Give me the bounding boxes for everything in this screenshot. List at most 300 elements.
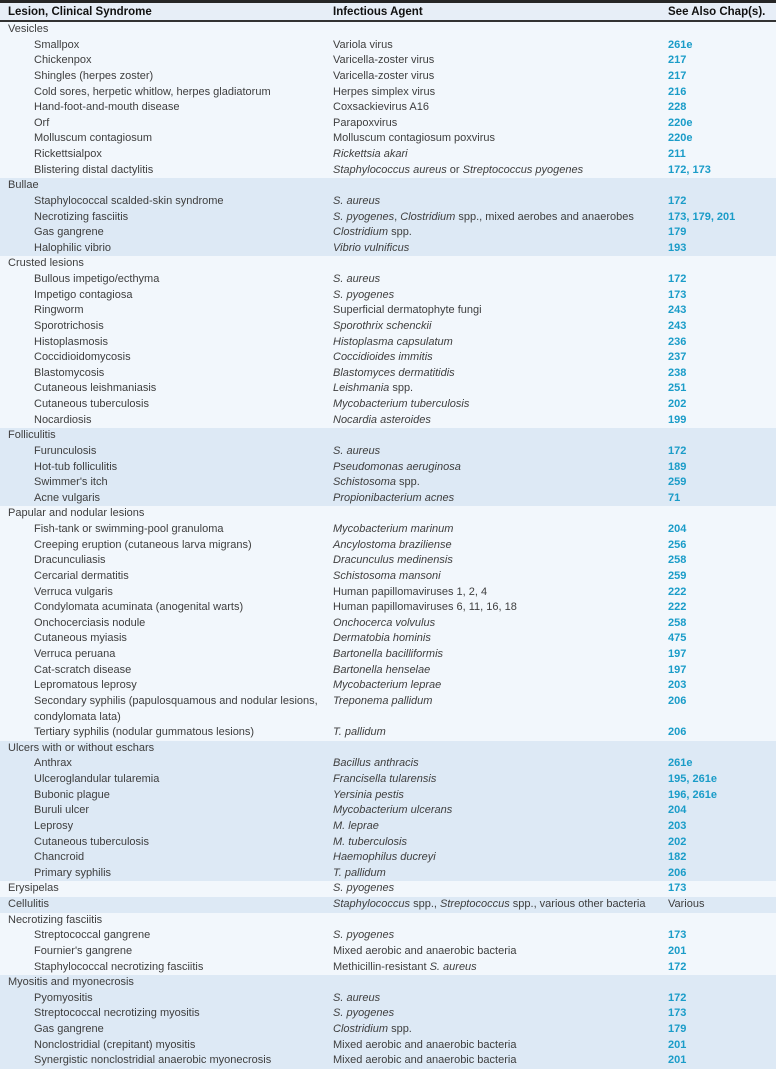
chapter-cell bbox=[668, 866, 776, 882]
agent-name-segment: M. leprae bbox=[333, 819, 379, 832]
chapter-ref-link[interactable]: 206 bbox=[668, 866, 687, 879]
table-row bbox=[0, 1053, 776, 1069]
chapter-cell bbox=[668, 835, 776, 851]
chapter-ref-link[interactable]: 197 bbox=[668, 663, 687, 676]
table-row bbox=[0, 163, 776, 179]
lesion-cell: Staphylococcal necrotizing fasciitis bbox=[34, 960, 204, 973]
agent-cell bbox=[333, 288, 668, 304]
agent-name-segment: Mycobacterium leprae bbox=[333, 679, 442, 692]
chapter-cell bbox=[668, 131, 776, 147]
lesion-cell: Primary syphilis bbox=[34, 866, 112, 879]
chapter-cell bbox=[668, 553, 776, 569]
agent-name-segment: Onchocerca volvulus bbox=[333, 616, 436, 629]
agent-cell bbox=[333, 928, 668, 944]
lesion-cell: Rickettsialpox bbox=[34, 148, 102, 160]
table-row bbox=[0, 866, 776, 882]
chapter-ref-link[interactable]: 173 bbox=[668, 929, 687, 942]
chapter-cell bbox=[668, 350, 776, 366]
chapter-ref-link[interactable]: 222 bbox=[668, 601, 687, 614]
chapter-ref-link[interactable]: 179 bbox=[668, 226, 687, 239]
chapter-cell bbox=[668, 881, 776, 897]
lesion-cell: Bubonic plague bbox=[34, 788, 110, 801]
agent-cell bbox=[333, 475, 668, 491]
chapter-ref-link[interactable]: 173 bbox=[668, 882, 687, 895]
chapter-ref-link[interactable]: 475 bbox=[668, 632, 687, 645]
chapter-ref-link[interactable]: 216 bbox=[668, 85, 687, 98]
lesion-cell: Synergistic nonclostridial anaerobic myonecrosis bbox=[34, 1054, 272, 1067]
chapter-ref-link[interactable]: 172 bbox=[668, 960, 687, 973]
lesion-cell: Impetigo contagiosa bbox=[34, 288, 133, 301]
table-row bbox=[0, 1006, 776, 1022]
agent-cell bbox=[333, 22, 668, 38]
agent-cell bbox=[333, 69, 668, 85]
chapter-ref-link[interactable]: 204 bbox=[668, 523, 687, 535]
agent-cell bbox=[333, 210, 668, 226]
agent-cell bbox=[333, 741, 668, 757]
section-header-row bbox=[0, 428, 776, 444]
table-row bbox=[0, 444, 776, 460]
lesion-cell: Onchocerciasis nodule bbox=[34, 616, 146, 629]
agent-name-segment: Bacillus anthracis bbox=[333, 757, 419, 770]
agent-name-segment: S. pyogenes bbox=[333, 929, 395, 942]
agent-cell bbox=[333, 131, 668, 147]
lesion-cell: Creeping eruption (cutaneous larva migrans) bbox=[34, 538, 252, 551]
agent-cell bbox=[333, 975, 668, 991]
chapter-cell bbox=[668, 600, 776, 616]
chapter-ref-link[interactable]: 220e bbox=[668, 116, 693, 129]
table-row bbox=[0, 225, 776, 241]
chapter-cell bbox=[668, 850, 776, 866]
agent-name-segment: Blastomyces dermatitidis bbox=[333, 366, 455, 379]
agent-name-segment: or bbox=[446, 163, 463, 176]
chapter-cell bbox=[668, 491, 776, 507]
agent-cell bbox=[333, 194, 668, 210]
chapter-cell bbox=[668, 803, 776, 819]
lesion-cell: Hot-tub folliculitis bbox=[34, 460, 118, 473]
agent-name-segment: Streptococcus pyogenes bbox=[462, 163, 584, 176]
agent-cell bbox=[333, 163, 668, 179]
agent-cell bbox=[333, 366, 668, 382]
agent-cell bbox=[333, 522, 668, 538]
lesion-cell: Verruca peruana bbox=[34, 648, 116, 660]
table-row bbox=[0, 288, 776, 304]
agent-name-segment: S. aureus bbox=[333, 273, 381, 285]
lesion-cell: Verruca vulgaris bbox=[34, 585, 113, 598]
chapter-ref-link[interactable]: 193 bbox=[668, 241, 687, 254]
chapter-ref-link[interactable]: 243 bbox=[668, 319, 687, 332]
chapter-ref-link[interactable]: 179 bbox=[668, 1023, 687, 1035]
lesion-cell: Fournier's gangrene bbox=[34, 944, 133, 957]
lesion-cell: Smallpox bbox=[34, 38, 80, 51]
agent-cell bbox=[333, 1038, 668, 1054]
table-section bbox=[0, 881, 776, 897]
table-row bbox=[0, 210, 776, 226]
chapter-ref-link[interactable]: 202 bbox=[668, 398, 687, 410]
table-row bbox=[0, 53, 776, 69]
agent-cell bbox=[333, 991, 668, 1007]
agent-name-segment: Varicella-zoster virus bbox=[333, 69, 435, 82]
lesion-cell: Pyomyositis bbox=[34, 991, 93, 1004]
table-row bbox=[0, 522, 776, 538]
table-row bbox=[0, 928, 776, 944]
chapter-cell bbox=[668, 225, 776, 241]
chapter-ref-link[interactable]: 172, 173 bbox=[668, 163, 711, 176]
agent-name-segment: Clostridium bbox=[333, 1023, 389, 1035]
lesion-cell: Lepromatous leprosy bbox=[34, 679, 137, 692]
chapter-cell bbox=[668, 366, 776, 382]
chapter-ref-link[interactable]: 243 bbox=[668, 304, 687, 317]
chapter-ref-link[interactable]: 201 bbox=[668, 944, 687, 957]
chapter-ref-link[interactable]: 256 bbox=[668, 538, 687, 551]
agent-name-segment: Human papillomaviruses 6, 11, 16, 18 bbox=[333, 601, 517, 614]
agent-name-segment: Dermatobia hominis bbox=[333, 632, 431, 645]
chapter-ref-link[interactable]: 217 bbox=[668, 69, 687, 82]
lesion-cell: Furunculosis bbox=[34, 444, 97, 457]
lesion-cell: Necrotizing fasciitis bbox=[34, 210, 129, 223]
agent-name-segment: Human papillomaviruses 1, 2, 4 bbox=[333, 585, 488, 598]
table-row bbox=[0, 772, 776, 788]
lesion-cell: Condylomata acuminata (anogenital warts) bbox=[34, 601, 244, 614]
chapter-ref-link[interactable]: 217 bbox=[668, 54, 687, 67]
agent-name-segment: spp. bbox=[395, 476, 420, 489]
chapter-cell bbox=[668, 85, 776, 101]
section-title: Papular and nodular lesions bbox=[8, 507, 145, 520]
table-row bbox=[0, 553, 776, 569]
chapter-text: Various bbox=[668, 898, 705, 910]
agent-cell bbox=[333, 569, 668, 585]
table-row bbox=[0, 600, 776, 616]
lesion-cell: Gas gangrene bbox=[34, 226, 104, 239]
chapter-cell bbox=[668, 788, 776, 804]
agent-name-segment: Mycobacterium marinum bbox=[333, 523, 454, 535]
chapter-ref-link[interactable]: 204 bbox=[668, 804, 687, 817]
chapter-ref-link[interactable]: 203 bbox=[668, 819, 687, 832]
table-section bbox=[0, 22, 776, 178]
lesion-cell: Molluscum contagiosum bbox=[34, 132, 152, 145]
chapter-ref-link[interactable]: 259 bbox=[668, 476, 687, 489]
table-row bbox=[0, 366, 776, 382]
table-section bbox=[0, 178, 776, 256]
table-body bbox=[0, 22, 776, 1069]
chapter-cell bbox=[668, 1053, 776, 1069]
chapter-ref-link[interactable]: 237 bbox=[668, 351, 687, 364]
chapter-cell bbox=[668, 303, 776, 319]
lesion-cell: Fish-tank or swimming-pool granuloma bbox=[34, 523, 224, 535]
agent-name-segment: Clostridium bbox=[400, 210, 456, 223]
table-row bbox=[0, 381, 776, 397]
agent-cell bbox=[333, 881, 668, 897]
agent-name-segment: spp., mixed aerobes and anaerobes bbox=[455, 210, 634, 223]
agent-name-segment: Treponema pallidum bbox=[333, 694, 433, 707]
agent-name-segment: spp. bbox=[388, 1023, 412, 1035]
lesion-cell: Swimmer's itch bbox=[34, 476, 108, 489]
chapter-cell bbox=[668, 22, 776, 38]
agent-name-segment: Staphylococcus aureus bbox=[333, 163, 447, 176]
chapter-ref-link[interactable]: 196, 261e bbox=[668, 788, 717, 801]
chapter-ref-link[interactable]: 173 bbox=[668, 288, 687, 301]
agent-cell bbox=[333, 616, 668, 632]
chapter-ref-link[interactable]: 211 bbox=[668, 148, 686, 160]
agent-name-segment: spp. bbox=[389, 382, 414, 395]
section-header-row bbox=[0, 897, 776, 913]
agent-cell bbox=[333, 319, 668, 335]
lesion-cell: Shingles (herpes zoster) bbox=[34, 69, 154, 82]
chapter-cell bbox=[668, 460, 776, 476]
chapter-cell bbox=[668, 335, 776, 351]
agent-name-segment: Mixed aerobic and anaerobic bacteria bbox=[333, 1054, 517, 1067]
table-row bbox=[0, 460, 776, 476]
section-header-row bbox=[0, 741, 776, 757]
agent-cell bbox=[333, 725, 668, 741]
agent-name-segment: spp. bbox=[388, 226, 412, 239]
agent-cell bbox=[333, 381, 668, 397]
table-row bbox=[0, 241, 776, 257]
section-header-row bbox=[0, 913, 776, 929]
chapter-cell bbox=[668, 38, 776, 54]
chapter-ref-link[interactable]: 172 bbox=[668, 273, 687, 285]
agent-name-segment: S. aureus bbox=[333, 991, 381, 1004]
chapter-ref-link[interactable]: 261e bbox=[668, 38, 693, 51]
chapter-ref-link[interactable]: 172 bbox=[668, 444, 687, 457]
table-row bbox=[0, 835, 776, 851]
chapter-cell bbox=[668, 897, 776, 913]
chapter-cell bbox=[668, 397, 776, 413]
table-row bbox=[0, 631, 776, 647]
agent-name-segment: Ancylostoma braziliense bbox=[333, 538, 452, 551]
table-row bbox=[0, 803, 776, 819]
agent-name-segment: Streptococcus bbox=[440, 898, 510, 910]
table-row bbox=[0, 413, 776, 429]
agent-cell bbox=[333, 756, 668, 772]
lesion-cell: Streptococcal gangrene bbox=[34, 929, 151, 942]
table-header-row bbox=[0, 3, 776, 22]
chapter-cell bbox=[668, 772, 776, 788]
chapter-ref-link[interactable]: 206 bbox=[668, 726, 687, 739]
chapter-ref-link[interactable]: 261e bbox=[668, 757, 693, 770]
section-header-row bbox=[0, 178, 776, 194]
lesion-cell: Cutaneous tuberculosis bbox=[34, 398, 149, 410]
lesion-cell: Secondary syphilis (papulosquamous and nodular lesions, condylomata lata) bbox=[34, 694, 318, 723]
agent-name-segment: Haemophilus ducreyi bbox=[333, 851, 436, 864]
chapter-cell bbox=[668, 756, 776, 772]
agent-name-segment: Vibrio vulnificus bbox=[333, 241, 410, 254]
chapter-ref-link[interactable]: 222 bbox=[668, 585, 687, 598]
agent-cell bbox=[333, 600, 668, 616]
column-header-lesion: Lesion, Clinical Syndrome bbox=[8, 6, 152, 18]
agent-cell bbox=[333, 100, 668, 116]
chapter-cell bbox=[668, 241, 776, 257]
table-row bbox=[0, 850, 776, 866]
chapter-ref-link[interactable]: 258 bbox=[668, 616, 687, 629]
table-row bbox=[0, 397, 776, 413]
section-header-row bbox=[0, 256, 776, 272]
table-row bbox=[0, 944, 776, 960]
agent-name-segment: Bartonella henselae bbox=[333, 663, 431, 676]
table-row bbox=[0, 147, 776, 163]
agent-cell bbox=[333, 913, 668, 929]
lesion-cell: Nocardiosis bbox=[34, 413, 92, 426]
table-row bbox=[0, 100, 776, 116]
chapter-ref-link[interactable]: 220e bbox=[668, 132, 693, 145]
chapter-cell bbox=[668, 741, 776, 757]
chapter-ref-link[interactable]: 172 bbox=[668, 991, 687, 1004]
chapter-ref-link[interactable]: 182 bbox=[668, 851, 687, 864]
chapter-cell bbox=[668, 944, 776, 960]
table-row bbox=[0, 725, 776, 741]
lesion-cell: Bullous impetigo/ecthyma bbox=[34, 273, 160, 285]
agent-cell bbox=[333, 225, 668, 241]
table-row bbox=[0, 272, 776, 288]
chapter-ref-link[interactable]: 203 bbox=[668, 679, 687, 692]
agent-cell bbox=[333, 866, 668, 882]
agent-cell bbox=[333, 788, 668, 804]
chapter-cell bbox=[668, 538, 776, 554]
lesion-cell: Hand-foot-and-mouth disease bbox=[34, 101, 180, 114]
lesion-cell: Acne vulgaris bbox=[34, 491, 101, 504]
chapter-cell bbox=[668, 428, 776, 444]
agent-name-segment: spp., various other bacteria bbox=[509, 898, 646, 910]
chapter-cell bbox=[668, 210, 776, 226]
lesion-cell: Cutaneous myiasis bbox=[34, 632, 127, 645]
chapter-cell bbox=[668, 694, 776, 725]
agent-name-segment: Mycobacterium ulcerans bbox=[333, 804, 453, 817]
agent-name-segment: Parapoxvirus bbox=[333, 116, 398, 129]
chapter-ref-link[interactable]: 251 bbox=[668, 382, 687, 395]
agent-name-segment: S. pyogenes bbox=[333, 288, 395, 301]
agent-cell bbox=[333, 1022, 668, 1038]
lesion-cell: Blastomycosis bbox=[34, 366, 105, 379]
table-section bbox=[0, 913, 776, 976]
agent-cell bbox=[333, 803, 668, 819]
lesion-cell: Cold sores, herpetic whitlow, herpes gladiatorum bbox=[34, 85, 271, 98]
chapter-ref-link[interactable]: 173 bbox=[668, 1007, 687, 1020]
chapter-cell bbox=[668, 725, 776, 741]
chapter-ref-link[interactable]: 259 bbox=[668, 569, 687, 582]
agent-name-segment: Yersinia pestis bbox=[333, 788, 404, 801]
agent-cell bbox=[333, 1006, 668, 1022]
table-row bbox=[0, 678, 776, 694]
chapter-ref-link[interactable]: 173, 179, 201 bbox=[668, 210, 736, 223]
chapter-ref-link[interactable]: 206 bbox=[668, 694, 687, 707]
section-title: Folliculitis bbox=[8, 429, 56, 442]
chapter-ref-link[interactable]: 71 bbox=[668, 491, 681, 504]
lesion-cell: Halophilic vibrio bbox=[34, 241, 112, 254]
agent-cell bbox=[333, 350, 668, 366]
agent-name-segment: Superficial dermatophyte fungi bbox=[333, 304, 482, 317]
chapter-cell bbox=[668, 413, 776, 429]
lesion-cell: Chancroid bbox=[34, 851, 85, 864]
table-row bbox=[0, 69, 776, 85]
agent-name-segment: Coccidioides immitis bbox=[333, 351, 433, 364]
agent-name-segment: Molluscum contagiosum poxvirus bbox=[333, 132, 496, 145]
chapter-cell bbox=[668, 288, 776, 304]
agent-cell bbox=[333, 631, 668, 647]
lesion-cell: Leprosy bbox=[34, 819, 74, 832]
chapter-ref-link[interactable]: 238 bbox=[668, 366, 687, 379]
lesion-cell: Orf bbox=[34, 116, 50, 129]
table-row bbox=[0, 38, 776, 54]
agent-cell bbox=[333, 960, 668, 976]
section-title: Erysipelas bbox=[8, 882, 59, 895]
chapter-ref-link[interactable]: 197 bbox=[668, 648, 687, 660]
agent-cell bbox=[333, 1053, 668, 1069]
agent-cell bbox=[333, 819, 668, 835]
table-row bbox=[0, 991, 776, 1007]
lesion-cell: Streptococcal necrotizing myositis bbox=[34, 1007, 200, 1020]
agent-cell bbox=[333, 38, 668, 54]
agent-cell bbox=[333, 694, 668, 725]
chapter-cell bbox=[668, 1038, 776, 1054]
lesion-cell: Chickenpox bbox=[34, 54, 92, 67]
chapter-ref-link[interactable]: 201 bbox=[668, 1054, 687, 1067]
table-section bbox=[0, 428, 776, 506]
lesion-cell: Coccidioidomycosis bbox=[34, 351, 131, 364]
chapter-cell bbox=[668, 663, 776, 679]
chapter-ref-link[interactable]: 172 bbox=[668, 194, 687, 207]
agent-cell bbox=[333, 663, 668, 679]
chapter-ref-link[interactable]: 195, 261e bbox=[668, 773, 717, 785]
chapter-cell bbox=[668, 975, 776, 991]
chapter-ref-link[interactable]: 201 bbox=[668, 1038, 687, 1051]
agent-cell bbox=[333, 647, 668, 663]
table-section bbox=[0, 506, 776, 740]
agent-cell bbox=[333, 850, 668, 866]
section-header-row bbox=[0, 506, 776, 522]
table-section bbox=[0, 741, 776, 882]
agent-name-segment: S. pyogenes bbox=[333, 882, 395, 895]
chapter-ref-link[interactable]: 258 bbox=[668, 554, 687, 567]
section-title: Ulcers with or without eschars bbox=[8, 741, 155, 754]
agent-cell bbox=[333, 241, 668, 257]
chapter-ref-link[interactable]: 228 bbox=[668, 101, 687, 114]
chapter-ref-link[interactable]: 199 bbox=[668, 413, 687, 426]
section-title: Necrotizing fasciitis bbox=[8, 913, 103, 926]
chapter-cell bbox=[668, 1006, 776, 1022]
agent-name-segment: Leishmania bbox=[333, 382, 390, 395]
section-title: Bullae bbox=[8, 179, 39, 192]
lesion-cell: Ringworm bbox=[34, 304, 84, 317]
column-header-agent: Infectious Agent bbox=[333, 6, 423, 18]
agent-name-segment: Propionibacterium acnes bbox=[333, 491, 455, 504]
agent-name-segment: Clostridium bbox=[333, 226, 389, 239]
chapter-cell bbox=[668, 381, 776, 397]
chapter-cell bbox=[668, 647, 776, 663]
section-title: Cellulitis bbox=[8, 898, 49, 910]
chapter-cell bbox=[668, 569, 776, 585]
chapter-cell bbox=[668, 116, 776, 132]
agent-name-segment: T. pallidum bbox=[333, 726, 386, 739]
table-row bbox=[0, 585, 776, 601]
table-row bbox=[0, 85, 776, 101]
agent-name-segment: Rickettsia akari bbox=[333, 148, 408, 160]
agent-name-segment: Nocardia asteroides bbox=[333, 413, 431, 426]
agent-cell bbox=[333, 397, 668, 413]
lesion-cell: Staphylococcal scalded-skin syndrome bbox=[34, 194, 224, 207]
chapter-ref-link[interactable]: 189 bbox=[668, 460, 687, 473]
chapter-cell bbox=[668, 616, 776, 632]
chapter-ref-link[interactable]: 202 bbox=[668, 835, 687, 848]
agent-cell bbox=[333, 553, 668, 569]
chapter-ref-link[interactable]: 236 bbox=[668, 335, 687, 348]
agent-name-segment: Staphylococcus bbox=[333, 898, 411, 910]
lesion-cell: Histoplasmosis bbox=[34, 335, 108, 348]
table-row bbox=[0, 663, 776, 679]
chapter-cell bbox=[668, 272, 776, 288]
table-row bbox=[0, 1022, 776, 1038]
lesion-cell: Gas gangrene bbox=[34, 1023, 104, 1035]
chapter-cell bbox=[668, 1022, 776, 1038]
agent-cell bbox=[333, 835, 668, 851]
